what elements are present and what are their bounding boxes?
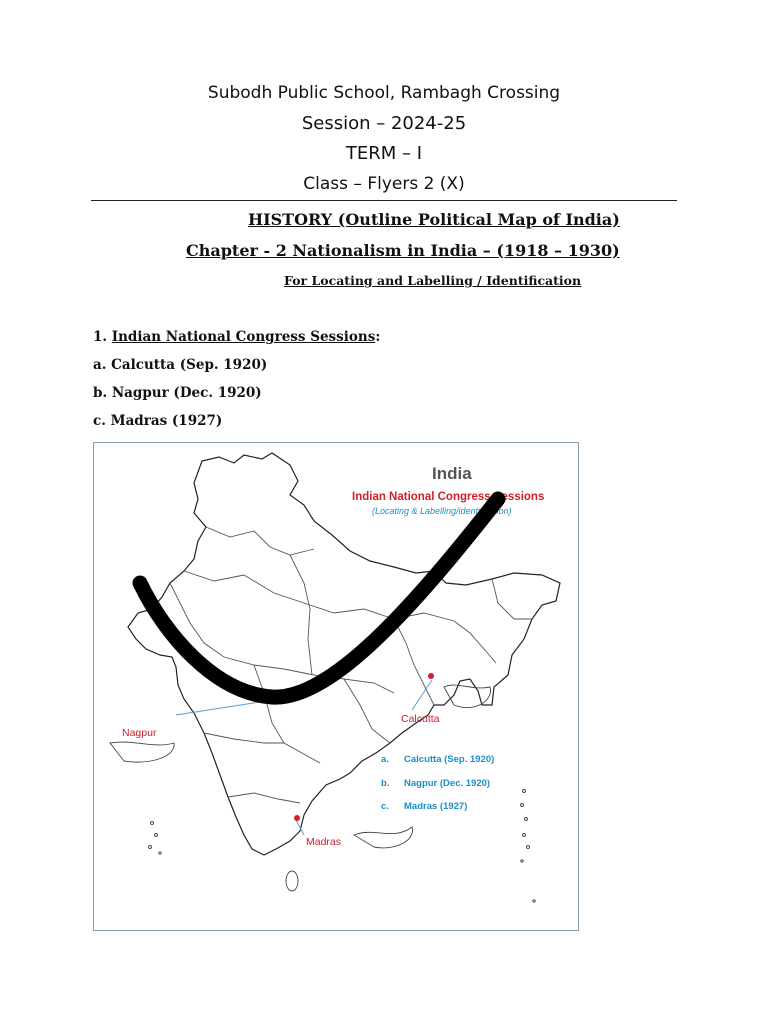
list-item: a. Calcutta (Sep. 1920) — [93, 357, 268, 373]
map-subheading: (Locating & Labelling/identification) — [372, 506, 512, 516]
madras-label: Madras — [306, 836, 342, 848]
legend-text-c: Madras (1927) — [404, 801, 468, 812]
question-colon: : — [375, 329, 381, 345]
legend-text-a: Calcutta (Sep. 1920) — [404, 754, 495, 765]
map-title: India — [432, 464, 472, 483]
legend-letter-c: c. — [381, 801, 389, 812]
chapter-title: Chapter - 2 Nationalism in India – (1918 – 1930) — [186, 241, 620, 260]
class-name: Class – Flyers 2 (X) — [303, 174, 465, 194]
map-heading: Indian National Congress Sessions — [352, 491, 545, 503]
calcutta-label: Calcutta — [401, 713, 440, 725]
list-item: b. Nagpur (Dec. 1920) — [93, 385, 262, 401]
legend-letter-b: b. — [381, 778, 390, 789]
question-title: Indian National Congress Sessions — [111, 329, 376, 345]
india-outline-map — [93, 442, 579, 931]
list-item: c. Madras (1927) — [93, 413, 223, 429]
madras-marker — [294, 815, 300, 821]
subject-title: HISTORY (Outline Political Map of India) — [248, 210, 620, 229]
nagpur-label: Nagpur — [122, 727, 157, 739]
header-divider — [91, 200, 677, 201]
question-number: 1. — [93, 329, 108, 345]
calcutta-marker — [428, 673, 434, 679]
check-mark — [140, 499, 498, 697]
legend-text-b: Nagpur (Dec. 1920) — [404, 778, 491, 789]
question-heading — [93, 329, 380, 345]
purpose-line: For Locating and Labelling / Identification — [284, 273, 582, 288]
session-year: Session – 2024-25 — [301, 113, 467, 134]
term: TERM – I — [345, 143, 423, 164]
legend-letter-a: a. — [381, 754, 389, 765]
school-name: Subodh Public School, Rambagh Crossing — [207, 83, 561, 103]
